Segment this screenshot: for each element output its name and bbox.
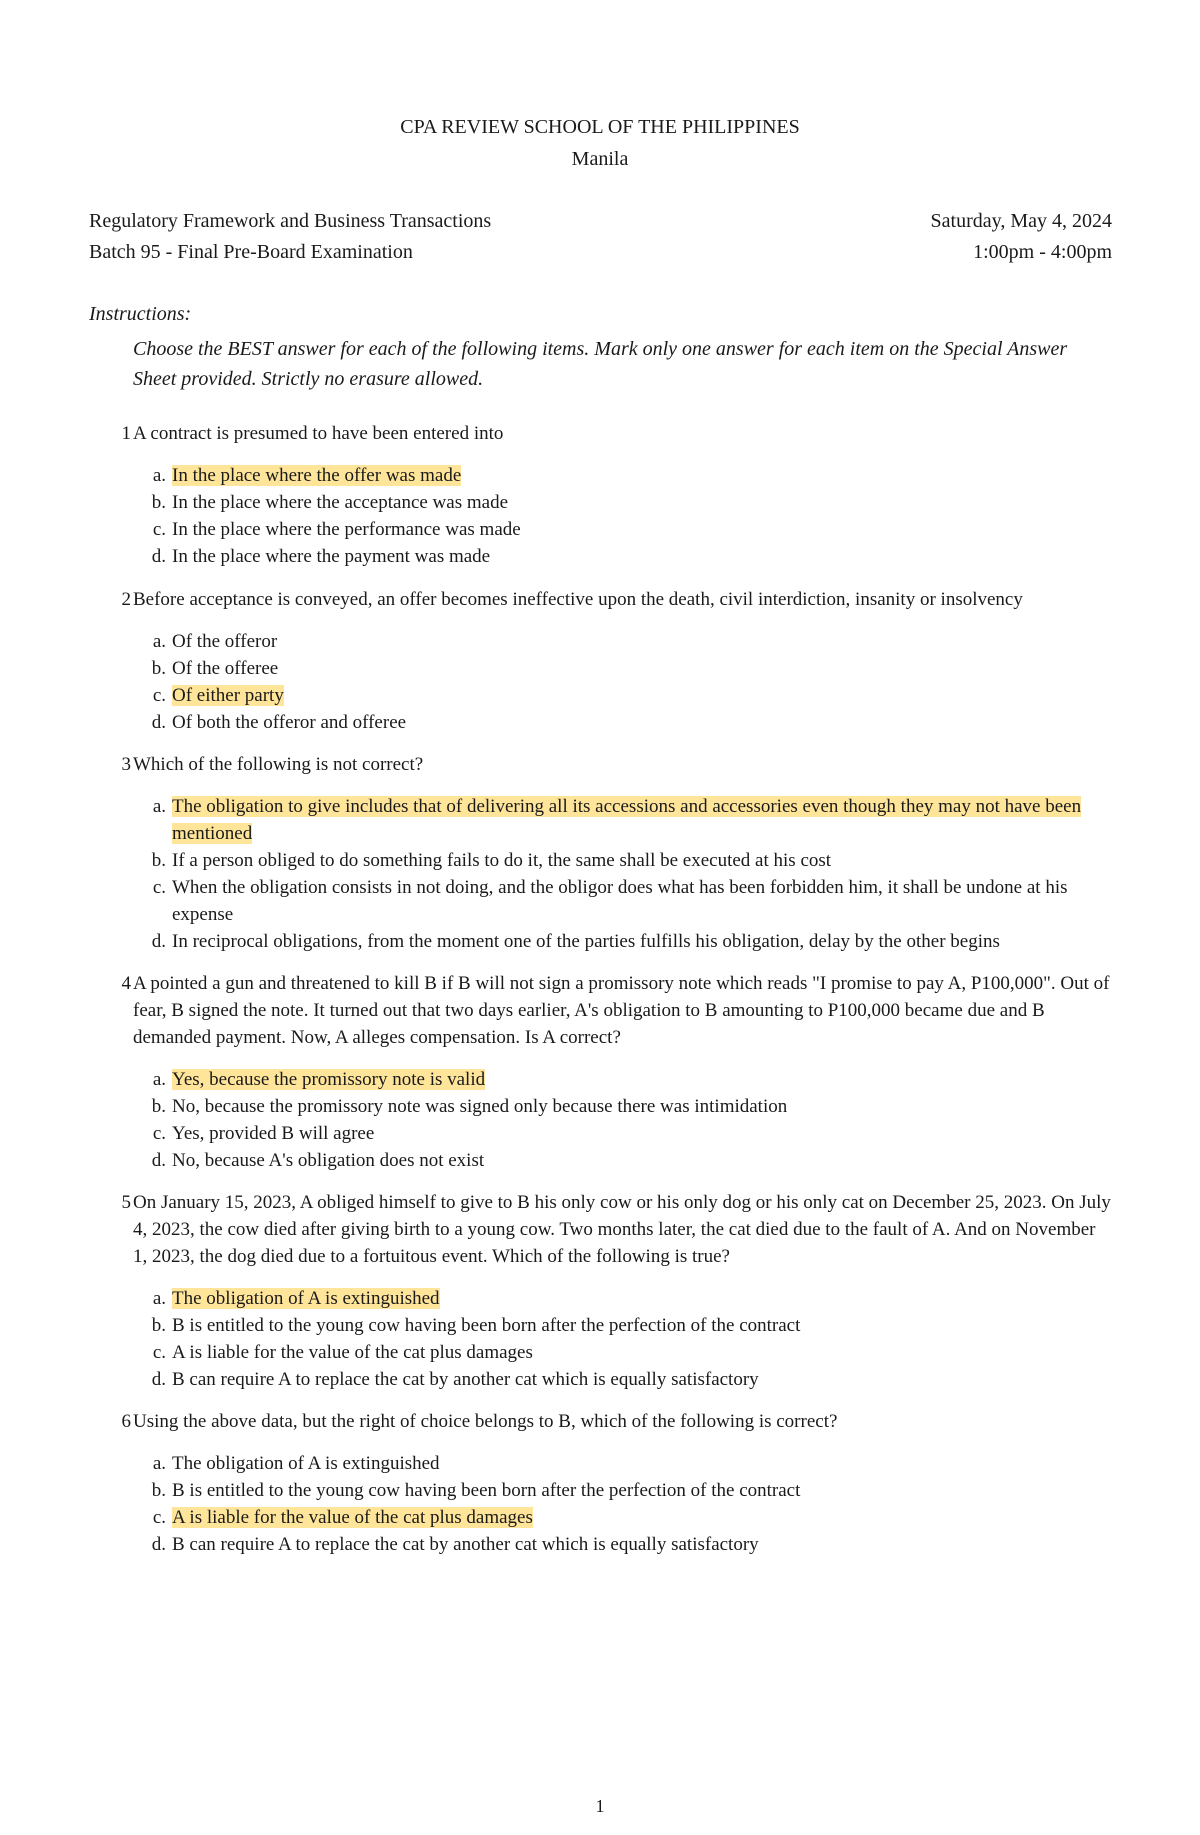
choice-letter: b.	[151, 850, 166, 871]
choice-item	[152, 462, 1102, 489]
choice-letter: d.	[151, 931, 166, 952]
choice-item	[152, 1066, 1102, 1093]
choice-item	[151, 1312, 1102, 1339]
choice-list	[0, 793, 1200, 955]
choice-text: B can require A to replace the cat by another cat which is equally satisfactory	[172, 1369, 759, 1390]
question-text: A contract is presumed to have been entered into	[133, 423, 504, 444]
question-item	[0, 1408, 1200, 1558]
question-list	[0, 420, 1200, 1558]
choice-text: The obligation of A is extinguished	[172, 1453, 440, 1474]
choice-list	[0, 462, 1200, 570]
choice-list	[0, 628, 1200, 736]
choice-text: A is liable for the value of the cat plus damages	[172, 1342, 533, 1363]
header-row-1	[89, 207, 1112, 235]
choice-item	[151, 1366, 1102, 1393]
choice-letter: c.	[152, 685, 166, 706]
highlighted-answer-text: A is liable for the value of the cat plus damages	[172, 1507, 533, 1528]
school-name: CPA REVIEW SCHOOL OF THE PHILIPPINES	[400, 116, 800, 138]
instructions-label: Instructions:	[89, 303, 192, 325]
question-text: On January 15, 2023, A obliged himself to give to B his only cow or his only dog or his only cat on December 25, 2023. On July 4, 2023, the cow died after giving birth to a young cow. Two months later, the cat died due to the fault of A. And on November 1, 2023, the dog died due to a fortuitous event. Which of the following is true?	[133, 1192, 1111, 1267]
highlighted-answer-text: The obligation of A is extinguished	[172, 1288, 440, 1309]
choice-item	[151, 1147, 1102, 1174]
choice-letter: a.	[152, 796, 166, 817]
choice-letter: c.	[152, 1507, 166, 1528]
choice-item	[152, 516, 1102, 543]
question-text: Using the above data, but the right of choice belongs to B, which of the following is correct?	[133, 1411, 838, 1432]
choice-item	[152, 628, 1102, 655]
choice-item	[151, 1477, 1102, 1504]
question-item	[0, 420, 1200, 570]
question-item	[0, 751, 1200, 955]
choice-letter: c.	[152, 519, 166, 540]
choice-letter: d.	[151, 1369, 166, 1390]
question-text: A pointed a gun and threatened to kill B if B will not sign a promissory note which reads "I promise to pay A, P100,000". Out of fear, B signed the note. It turned out that two days earlier, A's obligation to B amounting to P100,000 became due and B demanded payment. Now, A alleges compensation. Is A correct?	[133, 973, 1110, 1048]
page-number: 1	[595, 1796, 605, 1816]
question-number: 2	[121, 589, 131, 610]
choice-text: B is entitled to the young cow having been born after the perfection of the contract	[172, 1480, 801, 1501]
choice-letter: d.	[151, 546, 166, 567]
choice-text: If a person obliged to do something fails to do it, the same shall be executed at his cost	[172, 850, 832, 871]
exam-date: Saturday, May 4, 2024	[930, 210, 1112, 232]
choice-text: In reciprocal obligations, from the moment one of the parties fulfills his obligation, delay by the other begins	[172, 931, 1000, 952]
choice-letter: c.	[152, 1342, 166, 1363]
highlighted-answer-text: Of either party	[172, 685, 284, 706]
choice-text: In the place where the performance was made	[172, 519, 521, 540]
choice-letter: a.	[152, 631, 166, 652]
choice-item	[151, 1531, 1102, 1558]
choice-item	[151, 709, 1102, 736]
question-text: Which of the following is not correct?	[133, 754, 424, 775]
choice-text: In the place where the payment was made	[172, 546, 491, 567]
choice-item	[152, 682, 1102, 709]
instructions-text: Choose the BEST answer for each of the following items. Mark only one answer for each item on the Special Answer Sheet provided. Strictly no erasure allowed.	[133, 338, 1068, 390]
question-text: Before acceptance is conveyed, an offer becomes ineffective upon the death, civil interdiction, insanity or insolvency	[133, 589, 1023, 610]
choice-item	[151, 928, 1102, 955]
choice-letter: d.	[151, 1150, 166, 1171]
choice-item	[152, 793, 1102, 847]
choice-text: Yes, provided B will agree	[172, 1123, 375, 1144]
choice-letter: c.	[152, 877, 166, 898]
question-number: 6	[121, 1411, 131, 1432]
choice-item	[152, 1339, 1102, 1366]
choice-letter: a.	[152, 465, 166, 486]
exam-time: 1:00pm - 4:00pm	[973, 241, 1112, 263]
question-item	[0, 586, 1200, 736]
choice-item	[151, 655, 1102, 682]
choice-item	[151, 489, 1102, 516]
choice-item	[152, 874, 1102, 928]
choice-letter: c.	[152, 1123, 166, 1144]
choice-text: Of both the offeror and offeree	[172, 712, 407, 733]
highlighted-answer-text: In the place where the offer was made	[172, 465, 462, 486]
choice-letter: d.	[151, 1534, 166, 1555]
choice-letter: b.	[151, 1480, 166, 1501]
choice-text: In the place where the acceptance was made	[172, 492, 508, 513]
choice-list	[0, 1450, 1200, 1558]
choice-letter: b.	[151, 1315, 166, 1336]
question-number: 4	[121, 973, 131, 994]
choice-text: Of the offeror	[172, 631, 278, 652]
choice-item	[152, 1120, 1102, 1147]
choice-item	[151, 1093, 1102, 1120]
question-item	[0, 970, 1200, 1174]
choice-letter: a.	[152, 1288, 166, 1309]
header-row-2	[89, 238, 1112, 266]
question-number: 3	[121, 754, 131, 775]
choice-item	[151, 847, 1102, 874]
choice-item	[152, 1504, 1102, 1531]
choice-list	[0, 1066, 1200, 1174]
choice-text: B can require A to replace the cat by another cat which is equally satisfactory	[172, 1534, 759, 1555]
choice-letter: b.	[151, 658, 166, 679]
choice-letter: b.	[151, 492, 166, 513]
batch-title: Batch 95 - Final Pre-Board Examination	[89, 241, 413, 263]
choice-letter: d.	[151, 712, 166, 733]
choice-text: When the obligation consists in not doing, and the obligor does what has been forbidden him, it shall be undone at his expense	[172, 877, 1068, 925]
choice-letter: a.	[152, 1069, 166, 1090]
question-number: 5	[121, 1192, 131, 1213]
highlighted-answer-text: The obligation to give includes that of delivering all its accessions and accessories even though they may not have been mentioned	[172, 796, 1082, 844]
choice-letter: a.	[152, 1453, 166, 1474]
highlighted-answer-text: Yes, because the promissory note is valid	[172, 1069, 486, 1090]
school-city: Manila	[571, 148, 629, 170]
choice-text: No, because A's obligation does not exist	[172, 1150, 485, 1171]
choice-item	[151, 543, 1102, 570]
choice-letter: b.	[151, 1096, 166, 1117]
choice-text: B is entitled to the young cow having been born after the perfection of the contract	[172, 1315, 801, 1336]
question-number: 1	[121, 423, 131, 444]
question-item	[0, 1189, 1200, 1393]
choice-item	[152, 1450, 1102, 1477]
choice-text: Of the offeree	[172, 658, 279, 679]
choice-item	[152, 1285, 1102, 1312]
choice-list	[0, 1285, 1200, 1393]
subject-title: Regulatory Framework and Business Transactions	[89, 210, 492, 232]
choice-text: No, because the promissory note was signed only because there was intimidation	[172, 1096, 788, 1117]
